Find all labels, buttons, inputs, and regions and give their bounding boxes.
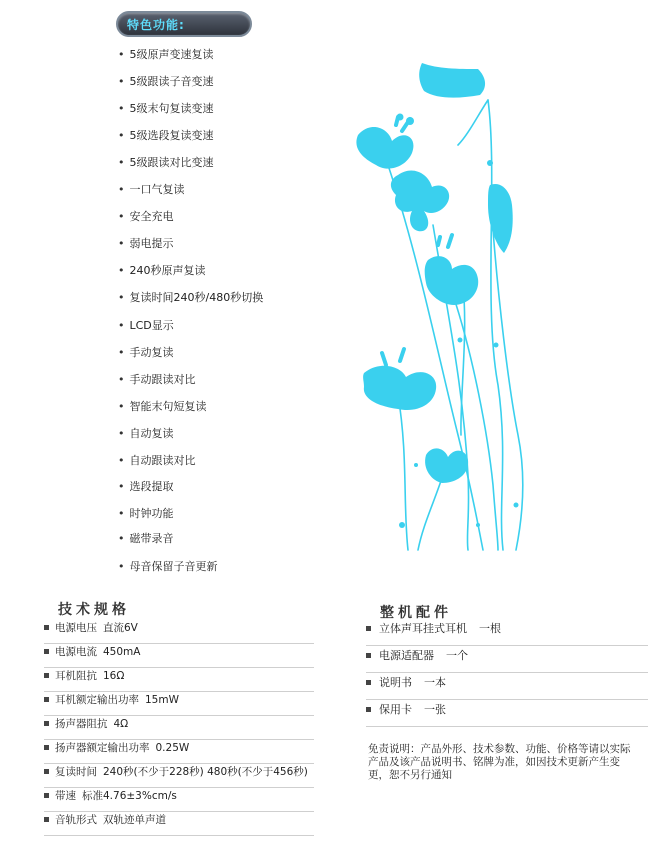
feature-item: • 手动复读 bbox=[118, 344, 174, 360]
feature-item: • 5级末句复读变速 bbox=[118, 100, 214, 116]
spec-row bbox=[44, 764, 314, 788]
feature-item: • 弱电提示 bbox=[118, 235, 174, 251]
feature-item: • 时钟功能 bbox=[118, 505, 174, 521]
spec-value: 0.25W bbox=[155, 742, 190, 754]
spec-value: 双轨迹单声道 bbox=[103, 814, 166, 826]
spec-value: 4Ω bbox=[113, 718, 129, 730]
spec-value: 16Ω bbox=[103, 670, 125, 682]
spec-row bbox=[44, 644, 314, 668]
feature-item: • 自动跟读对比 bbox=[118, 452, 196, 468]
spec-value: 450mA bbox=[103, 646, 141, 658]
feature-item: • 手动跟读对比 bbox=[118, 371, 196, 387]
spec-row bbox=[44, 620, 314, 644]
spec-label: 电源电流 bbox=[55, 646, 97, 658]
accessory-row bbox=[366, 620, 648, 646]
spec-row bbox=[44, 788, 314, 812]
accessory-value: 一张 bbox=[424, 703, 446, 716]
feature-item: • 智能末句短复读 bbox=[118, 398, 207, 414]
floral-decoration-icon bbox=[348, 55, 538, 560]
accessory-value: 一根 bbox=[479, 622, 501, 635]
accessory-row bbox=[366, 674, 648, 700]
feature-item: • LCD显示 bbox=[118, 317, 174, 333]
spec-row bbox=[44, 740, 314, 764]
feature-item: • 240秒原声复读 bbox=[118, 262, 206, 278]
features-header-badge bbox=[116, 11, 252, 37]
feature-item: • 一口气复读 bbox=[118, 181, 185, 197]
spec-row bbox=[44, 668, 314, 692]
accessory-value: 一个 bbox=[446, 649, 468, 662]
accessory-label: 保用卡 bbox=[379, 703, 412, 716]
spec-value: 标准4.76±3%cm/s bbox=[82, 790, 177, 802]
feature-item: • 母音保留子音更新 bbox=[118, 558, 218, 574]
spec-label: 扬声器额定输出功率 bbox=[55, 742, 150, 754]
feature-item: • 5级跟读子音变速 bbox=[118, 73, 214, 89]
spec-label: 扬声器阻抗 bbox=[55, 718, 108, 730]
accessory-row bbox=[366, 647, 648, 673]
spec-value: 直流6V bbox=[103, 622, 138, 634]
spec-label: 带速 bbox=[55, 790, 76, 802]
feature-item: • 5级原声变速复读 bbox=[118, 46, 214, 62]
spec-label: 音轨形式 bbox=[55, 814, 97, 826]
feature-item: • 5级选段复读变速 bbox=[118, 127, 214, 143]
disclaimer-text: 免责说明：产品外形、技术参数、功能、价格等请以实际产品及该产品说明书、铭牌为准，如因技术更新产生变更，恕不另行通知 bbox=[368, 743, 631, 781]
spec-row bbox=[44, 812, 314, 836]
feature-item: • 自动复读 bbox=[118, 425, 174, 441]
spec-row bbox=[44, 692, 314, 716]
accessory-label: 立体声耳挂式耳机 bbox=[379, 622, 467, 635]
feature-item: • 磁带录音 bbox=[118, 530, 174, 546]
specs-title: 技术规格 bbox=[58, 602, 130, 618]
feature-item: • 安全充电 bbox=[118, 208, 174, 224]
spec-value: 15mW bbox=[145, 694, 179, 706]
spec-label: 复读时间 bbox=[55, 766, 97, 778]
spec-row bbox=[44, 716, 314, 740]
accessory-row bbox=[366, 701, 648, 727]
accessory-label: 说明书 bbox=[379, 676, 412, 689]
spec-label: 耳机阻抗 bbox=[55, 670, 97, 682]
feature-item: • 选段提取 bbox=[118, 478, 174, 494]
spec-label: 耳机额定输出功率 bbox=[55, 694, 139, 706]
features-header: 特色功能: bbox=[127, 18, 185, 32]
feature-item: • 复读时间240秒/480秒切换 bbox=[118, 289, 263, 305]
accessory-value: 一本 bbox=[424, 676, 446, 689]
accessory-label: 电源适配器 bbox=[379, 649, 434, 662]
spec-value: 240秒(不少于228秒) 480秒(不少于456秒) bbox=[103, 766, 308, 778]
spec-label: 电源电压 bbox=[55, 622, 97, 634]
feature-item: • 5级跟读对比变速 bbox=[118, 154, 214, 170]
accessories-title: 整机配件 bbox=[380, 605, 452, 621]
